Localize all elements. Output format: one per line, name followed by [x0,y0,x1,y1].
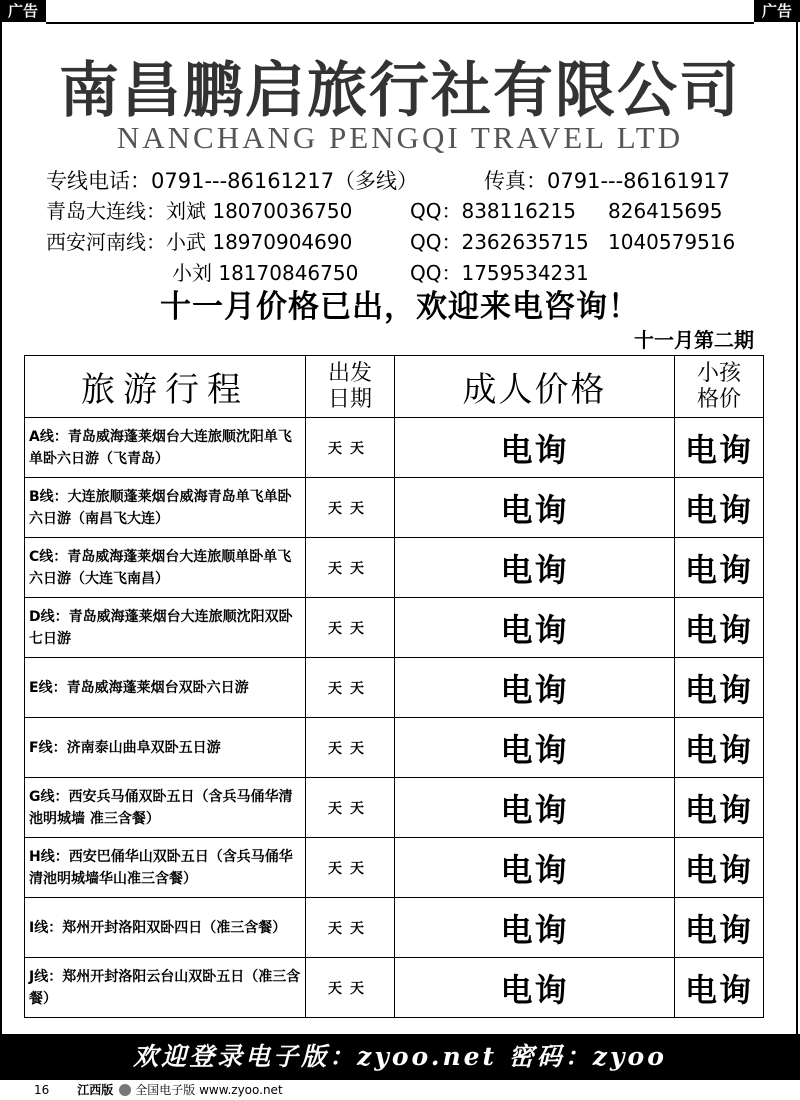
table-row [25,478,764,538]
child-price-cell: 电询 [675,658,764,718]
header-adult-price: 成人价格 [395,356,675,418]
header-route: 旅游行程 [25,356,306,418]
date-cell: 天天 [306,478,395,538]
hotline: 专线电话：0791---86161217（多线） [46,169,419,193]
child-price-cell: 电询 [675,718,764,778]
route-cell: G线：西安兵马俑双卧五日（含兵马俑华清池明城墙 准三含餐） [25,778,306,838]
adult-price-cell: 电询 [395,958,675,1018]
contact-name-xian: 西安河南线：小武 18970904690 [46,230,353,254]
contact-qq-qingdao: QQ：838116215 [410,199,577,223]
company-name-en: NANCHANG PENGQI TRAVEL LTD [116,120,684,155]
contact-name-qingdao: 青岛大连线：刘斌 18070036750 [46,199,353,223]
child-price-cell: 电询 [675,898,764,958]
adult-price-cell: 电询 [395,838,675,898]
header-child-line1: 小孩 [696,360,741,386]
contact-qq2-xian: 1040579516 [608,230,736,254]
table-row [25,598,764,658]
date-cell: 天天 [306,598,395,658]
child-price-cell: 电询 [675,958,764,1018]
header-child-line2: 格价 [696,386,741,412]
child-price-cell: 电询 [675,478,764,538]
child-price-cell: 电询 [675,598,764,658]
contact-qq-xiaoliu: QQ：1759534231 [410,261,589,285]
header-child-price [675,356,764,418]
table-row [25,898,764,958]
header-date [306,356,395,418]
date-cell: 天天 [306,658,395,718]
contact-qq-xian: QQ：2362635715 [410,230,589,254]
route-cell: C线：青岛威海蓬莱烟台大连旅顺单卧单飞六日游（大连飞南昌） [25,538,306,598]
date-cell: 天天 [306,418,395,478]
table-row [25,778,764,838]
route-cell: F线：济南泰山曲阜双卧五日游 [25,718,306,778]
table-row [25,538,764,598]
date-cell: 天天 [306,838,395,898]
child-price-cell: 电询 [675,778,764,838]
table-row [25,838,764,898]
table-row [25,418,764,478]
route-cell: B线：大连旅顺蓬莱烟台威海青岛单飞单卧六日游（南昌飞大连） [25,478,306,538]
page-number: 16 [34,1083,50,1097]
child-price-cell: 电询 [675,538,764,598]
table-row [25,958,764,1018]
route-cell: E线：青岛威海蓬莱烟台双卧六日游 [25,658,306,718]
promo-headline: 十一月价格已出，欢迎来电咨询！ [160,289,640,325]
adult-price-cell: 电询 [395,718,675,778]
adult-price-cell: 电询 [395,418,675,478]
route-cell: A线：青岛威海蓬莱烟台大连旅顺沈阳单飞单卧六日游（飞青岛） [25,418,306,478]
edition-label: 江西版 [77,1083,114,1097]
ad-tag-right: 广告 [754,0,800,22]
date-cell: 天天 [306,778,395,838]
header-date-line1: 出发 [327,360,372,386]
date-cell: 天天 [306,898,395,958]
route-cell: I线：郑州开封洛阳双卧四日（准三含餐） [25,898,306,958]
logo-icon [119,1084,131,1096]
adult-price-cell: 电询 [395,898,675,958]
date-cell: 天天 [306,538,395,598]
site-label: 全国电子版 www.zyoo.net [135,1083,283,1097]
adult-price-cell: 电询 [395,598,675,658]
fax: 传真：0791---86161917 [484,169,731,193]
route-cell: J线：郑州开封洛阳云台山双卧五日（准三含餐） [25,958,306,1018]
login-banner: 欢迎登录电子版：zyoo.net 密码：zyoo [0,1034,800,1080]
issue-label: 十一月第二期 [634,328,754,352]
top-rule [46,22,754,24]
route-cell: D线：青岛威海蓬莱烟台大连旅顺沈阳双卧七日游 [25,598,306,658]
table-header-row [25,356,764,418]
ad-tag-left: 广告 [0,0,46,22]
adult-price-cell: 电询 [395,478,675,538]
table-row [25,658,764,718]
adult-price-cell: 电询 [395,658,675,718]
table-row [25,718,764,778]
route-cell: H线：西安巴俑华山双卧五日（含兵马俑华清池明城墙华山准三含餐） [25,838,306,898]
contact-name-xiaoliu: 小刘 18170846750 [172,261,359,285]
adult-price-cell: 电询 [395,538,675,598]
date-cell: 天天 [306,958,395,1018]
contact-qq2-qingdao: 826415695 [608,199,723,223]
company-name-cn: 南昌鹏启旅行社有限公司 [59,56,741,126]
routes-table [24,355,764,1018]
header-date-line2: 日期 [327,386,372,412]
adult-price-cell: 电询 [395,778,675,838]
page-footer [34,1080,283,1100]
date-cell: 天天 [306,718,395,778]
child-price-cell: 电询 [675,418,764,478]
child-price-cell: 电询 [675,838,764,898]
